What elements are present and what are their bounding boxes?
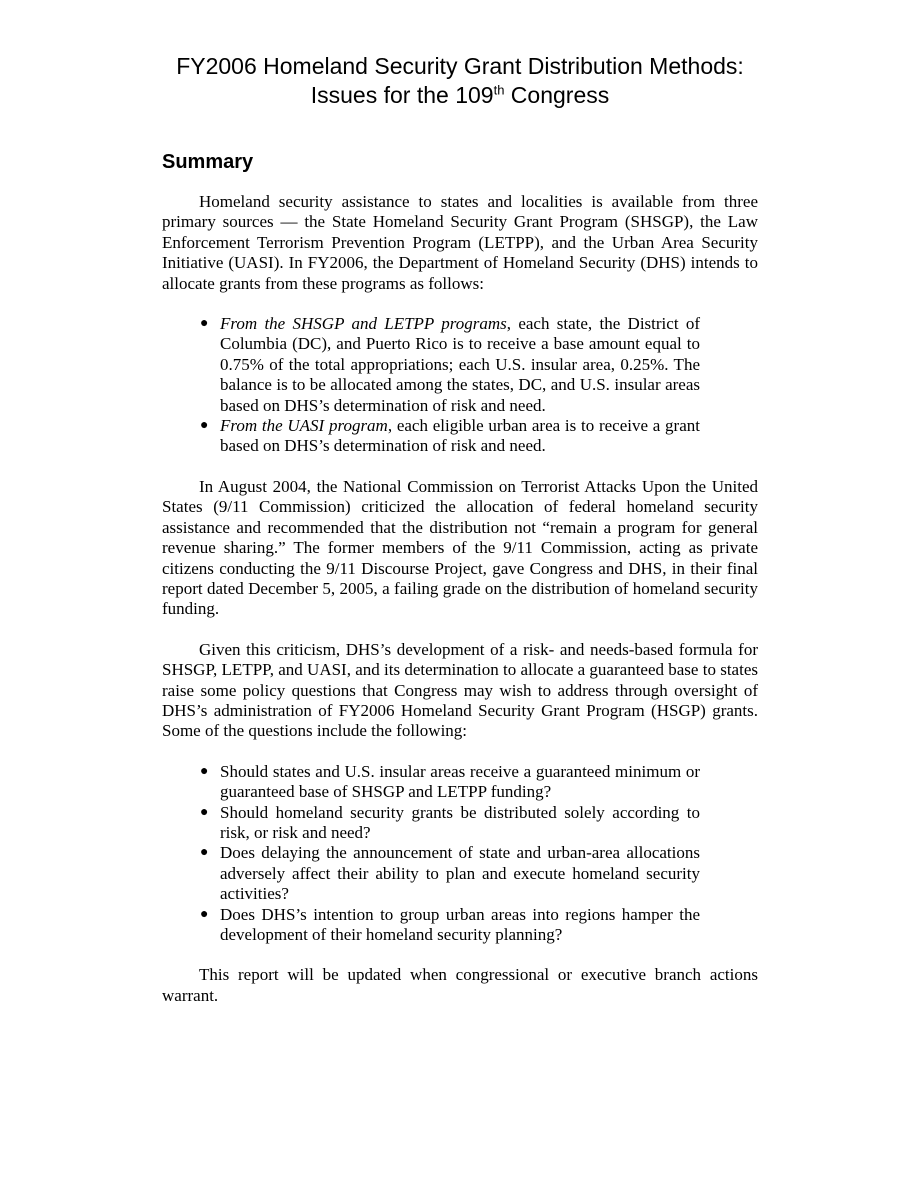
bullet-icon: ● <box>200 418 209 434</box>
bullet-text: Should states and U.S. insular areas receive a guaranteed minimum or guaranteed base of SHSGP and LETPP funding? <box>220 761 700 802</box>
list-item <box>200 314 700 416</box>
questions-bullet-list <box>162 762 758 946</box>
paragraph-commission: In August 2004, the National Commission on Terrorist Attacks Upon the United States (9/11 Commission) criticized the allocation of federal homeland security assistance and recommended that the distribution not “remain a program for general revenue sharing.” The former members of the 9/11 Commission, acting as private citizens conducting the 9/11 Discourse Project, gave Congress and DHS, in their final report dated December 5, 2005, a failing grade on the distribution of homeland security funding. <box>162 476 758 619</box>
title-line-2 <box>311 82 610 108</box>
list-item <box>200 416 700 457</box>
bullet-text: , each eligible urban area is to receive a grant based on DHS’s determination of risk and need. <box>220 416 700 456</box>
bullet-icon: ● <box>200 763 209 779</box>
paragraph-criticism: Given this criticism, DHS’s development of a risk- and needs-based formula for SHSGP, LETPP, and UASI, and its determination to allocate a guaranteed base to states raise some policy questions that Congress may wish to address through oversight of DHS’s administration of FY2006 Homeland Security Grant Program (HSGP) grants. Some of the questions include the following: <box>162 639 758 741</box>
paragraph-intro: Homeland security assistance to states and localities is available from three primary sources — the State Homeland Security Grant Program (SHSGP), the Law Enforcement Terrorism Prevention Program (LETPP), and the Urban Area Security Initiative (UASI). In FY2006, the Department of Homeland Security (DHS) intends to allocate grants from these programs as follows: <box>162 192 758 293</box>
document-title <box>162 52 758 110</box>
document-page <box>162 52 758 1006</box>
title-line-1: FY2006 Homeland Security Grant Distribution Methods: <box>176 53 744 79</box>
list-item <box>200 761 700 803</box>
summary-heading: Summary <box>162 151 254 173</box>
title-line-2-end: Congress <box>504 82 610 108</box>
list-item <box>200 904 700 946</box>
title-line-2-text: Issues for the 109 <box>310 82 494 108</box>
bullet-text: Does DHS’s intention to group urban areas into regions hamper the development of their homeland security planning? <box>220 904 700 944</box>
list-item <box>200 802 700 844</box>
bullet-icon: ● <box>200 906 209 922</box>
title-superscript: th <box>493 82 505 98</box>
bullet-text: , each state, the District of Columbia (DC), and Puerto Rico is to receive a base amount equal to 0.75% of the total appropriations; each U.S. insular area, 0.25%. The balance is to be allocated among the states, DC, and U.S. insular areas based on DHS’s determination of risk and need. <box>220 314 700 415</box>
bullet-icon: ● <box>200 804 209 820</box>
bullet-text: Should homeland security grants be distributed solely according to risk, or risk and need? <box>220 802 700 842</box>
list-item <box>200 843 700 904</box>
bullet-icon: ● <box>200 316 209 332</box>
bullet-lead: From the UASI program <box>220 416 388 436</box>
bullet-lead: From the SHSGP and LETPP programs <box>220 314 507 334</box>
bullet-icon: ● <box>200 845 209 861</box>
program-bullet-list <box>162 314 758 457</box>
paragraph-update-note: This report will be updated when congressional or executive branch actions warrant. <box>162 965 758 1005</box>
bullet-text: Does delaying the announcement of state and urban-area allocations adversely affect their ability to plan and execute homeland security activities? <box>220 843 700 904</box>
